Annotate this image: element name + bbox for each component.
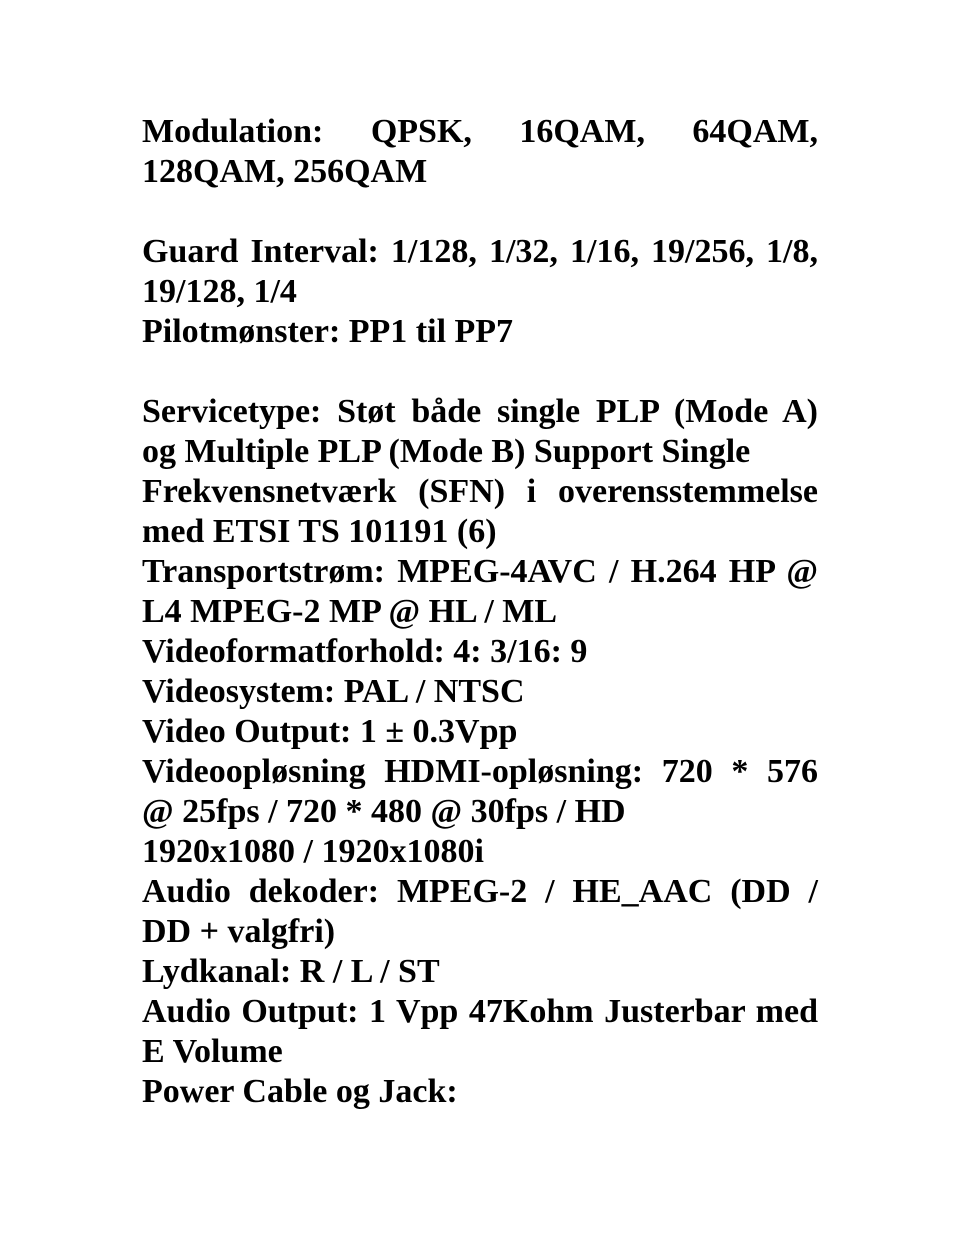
guard-interval-line-1: Guard Interval: 1/128, 1/32, 1/16, 19/256, 1/8, [142, 233, 818, 270]
lydkanal-line-1: Lydkanal: R / L / ST [142, 953, 440, 990]
pilot-line-1: Pilotmønster: PP1 til PP7 [142, 313, 514, 350]
lydkanal-paragraph [142, 952, 818, 992]
servicetype-line-2: og Multiple PLP (Mode B) Support Single [142, 433, 751, 470]
transportstrom-line-1: Transportstrøm: MPEG-4AVC / H.264 HP @ [142, 553, 818, 590]
pilot-paragraph [142, 312, 818, 352]
audio-dekoder-line-1: Audio dekoder: MPEG-2 / HE_AAC (DD / [142, 873, 818, 910]
audio-output-line-1: Audio Output: 1 Vpp 47Kohm Justerbar med [142, 993, 818, 1030]
guard-interval-line-2: 19/128, 1/4 [142, 273, 297, 310]
videooplosning-paragraph [142, 752, 818, 872]
servicetype-line-3: Frekvensnetværk (SFN) i overensstemmelse [142, 473, 818, 510]
audio-dekoder-paragraph [142, 872, 818, 952]
servicetype-line-1: Servicetype: Støt både single PLP (Mode A) [142, 393, 818, 430]
videoformat-line-1: Videoformatforhold: 4: 3/16: 9 [142, 633, 588, 670]
power-line-1: Power Cable og Jack: [142, 1073, 458, 1110]
video-output-line-1: Video Output: 1 ± 0.3Vpp [142, 713, 518, 750]
power-paragraph [142, 1072, 818, 1112]
videooplosning-line-3: 1920x1080 / 1920x1080i [142, 833, 484, 870]
paragraph-gap [142, 352, 818, 392]
transportstrom-line-2: L4 MPEG-2 MP @ HL / ML [142, 593, 558, 630]
paragraph-gap [142, 192, 818, 232]
audio-dekoder-line-2: DD + valgfri) [142, 913, 336, 950]
modulation-paragraph [142, 112, 818, 192]
servicetype-line-4: med ETSI TS 101191 (6) [142, 513, 497, 550]
videooplosning-line-1: Videoopløsning HDMI-opløsning: 720 * 576 [142, 753, 818, 790]
modulation-line-2: 128QAM, 256QAM [142, 153, 428, 190]
audio-output-paragraph [142, 992, 818, 1072]
modulation-line-1: Modulation: QPSK, 16QAM, 64QAM, [142, 113, 818, 150]
audio-output-line-2: E Volume [142, 1033, 283, 1070]
videosystem-line-1: Videosystem: PAL / NTSC [142, 673, 525, 710]
spec-text-block [142, 112, 818, 1112]
videosystem-paragraph [142, 672, 818, 712]
video-output-paragraph [142, 712, 818, 752]
videooplosning-line-2: @ 25fps / 720 * 480 @ 30fps / HD [142, 793, 626, 830]
transportstrom-paragraph [142, 552, 818, 632]
guard-interval-paragraph [142, 232, 818, 312]
servicetype-paragraph [142, 392, 818, 552]
videoformat-paragraph [142, 632, 818, 672]
